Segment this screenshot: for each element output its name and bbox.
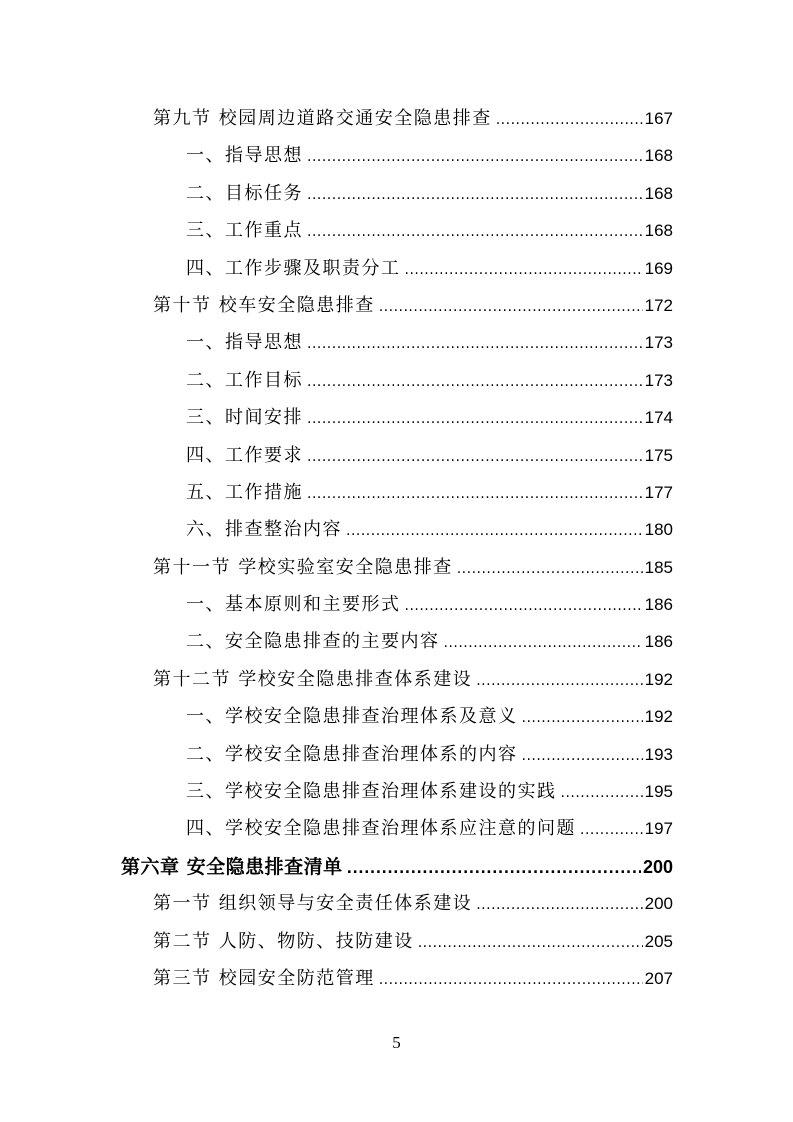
toc-entry-chapter[interactable]	[121, 848, 673, 885]
toc-entry-title: 第十节 校车安全隐患排查	[153, 294, 375, 316]
toc-entry-page: 177	[644, 482, 673, 502]
toc-entry-title: 第十二节 学校安全隐患排查体系建设	[153, 668, 473, 690]
toc-entry-page: 173	[644, 370, 673, 390]
toc-entry[interactable]	[186, 362, 673, 399]
toc-entry-title: 第九节 校园周边道路交通安全隐患排查	[153, 108, 492, 129]
toc-entry-page: 192	[644, 707, 673, 727]
toc-entry-title: 二、学校安全隐患排查治理体系的内容	[186, 743, 518, 765]
toc-entry-title: 六、排查整治内容	[186, 519, 342, 541]
toc-entry-page: 207	[644, 968, 673, 988]
toc-entry-page: 197	[644, 819, 673, 839]
toc-entry-page: 195	[644, 782, 673, 802]
toc-entry[interactable]	[186, 623, 673, 660]
toc-entry-page: 169	[644, 258, 673, 278]
toc-entry-title: 一、学校安全隐患排查治理体系及意义	[186, 706, 518, 728]
toc-leader-dots	[418, 932, 643, 954]
toc-entry-title: 三、学校安全隐患排查治理体系建设的实践	[186, 781, 557, 803]
toc-leader-dots	[405, 259, 643, 281]
toc-entry-page: 180	[644, 520, 673, 540]
toc-entry[interactable]	[153, 923, 673, 960]
toc-leader-dots	[307, 333, 643, 355]
toc-entry[interactable]	[153, 100, 673, 137]
toc-entry-page: 168	[644, 183, 673, 203]
toc-entry-page: 200	[644, 894, 673, 914]
toc-entry-title: 一、基本原则和主要形式	[186, 594, 401, 616]
toc-entry-page: 192	[644, 669, 673, 689]
toc-entry-page: 186	[644, 632, 673, 652]
toc-leader-dots	[496, 109, 643, 131]
toc-entry-title: 四、学校安全隐患排查治理体系应注意的问题	[186, 818, 576, 840]
toc-leader-dots	[405, 595, 643, 617]
toc-leader-dots	[476, 670, 642, 692]
toc-entry-title: 三、工作重点	[186, 220, 303, 242]
toc-entry[interactable]	[186, 250, 673, 287]
toc-entry-page: 186	[644, 595, 673, 615]
toc-leader-dots	[307, 446, 643, 468]
toc-entry[interactable]	[186, 324, 673, 361]
toc-entry-title: 二、目标任务	[186, 182, 303, 204]
toc-leader-dots	[346, 520, 643, 542]
toc-leader-dots	[307, 146, 643, 168]
toc-entry[interactable]	[186, 511, 673, 548]
toc-entry-title: 二、工作目标	[186, 369, 303, 391]
toc-entry-title: 第二节 人防、物防、技防建设	[153, 930, 414, 952]
toc-leader-dots	[580, 819, 643, 841]
toc-entry-page: 173	[644, 333, 673, 353]
toc-entry-title: 三、时间安排	[186, 407, 303, 429]
toc-entry[interactable]	[153, 885, 673, 922]
toc-leader-dots	[307, 408, 643, 430]
toc-leader-dots	[457, 558, 643, 580]
toc-entry-page: 193	[644, 744, 673, 764]
toc-entry[interactable]	[186, 773, 673, 810]
toc-leader-dots	[444, 632, 643, 654]
toc-leader-dots	[522, 745, 643, 767]
toc-entry-title: 一、指导思想	[186, 145, 303, 167]
toc-entry-page: 200	[642, 856, 673, 877]
toc-entry-page: 205	[644, 931, 673, 951]
toc-entry[interactable]	[186, 399, 673, 436]
toc-entry[interactable]	[186, 698, 673, 735]
toc-entry-title: 四、工作要求	[186, 444, 303, 466]
toc-leader-dots	[379, 969, 643, 991]
page-number: 5	[392, 1033, 401, 1052]
toc-entry-page: 172	[644, 295, 673, 315]
toc-leader-dots	[307, 184, 643, 206]
toc-entry-title: 二、安全隐患排查的主要内容	[186, 631, 440, 653]
toc-leader-dots	[379, 296, 643, 318]
toc-entry-title: 第六章 安全隐患排查清单	[121, 855, 343, 878]
toc-entry[interactable]	[186, 474, 673, 511]
toc-entry[interactable]	[186, 586, 673, 623]
toc-entry-page: 168	[644, 221, 673, 241]
toc-entry-page: 174	[644, 408, 673, 428]
toc-entry-page: 167	[644, 109, 673, 128]
toc-entry[interactable]	[186, 212, 673, 249]
toc-entry-title: 第三节 校园安全防范管理	[153, 967, 375, 989]
toc-leader-dots	[347, 858, 641, 880]
toc-entry[interactable]	[153, 661, 673, 698]
toc-entry-page: 185	[644, 557, 673, 577]
table-of-contents	[0, 100, 793, 997]
toc-entry-page: 168	[644, 146, 673, 166]
toc-entry-page: 175	[644, 445, 673, 465]
toc-leader-dots	[307, 221, 643, 243]
toc-entry[interactable]	[153, 960, 673, 997]
toc-entry[interactable]	[186, 736, 673, 773]
toc-leader-dots	[307, 483, 643, 505]
toc-leader-dots	[522, 707, 643, 729]
toc-entry-title: 一、指导思想	[186, 332, 303, 354]
toc-entry[interactable]	[153, 549, 673, 586]
toc-leader-dots	[476, 894, 642, 916]
toc-entry[interactable]	[153, 287, 673, 324]
toc-entry[interactable]	[186, 437, 673, 474]
toc-entry-title: 第一节 组织领导与安全责任体系建设	[153, 893, 473, 915]
toc-entry-title: 第十一节 学校实验室安全隐患排查	[153, 556, 453, 578]
toc-leader-dots	[561, 782, 643, 804]
toc-leader-dots	[307, 371, 643, 393]
toc-entry-title: 五、工作措施	[186, 481, 303, 503]
toc-entry[interactable]	[186, 175, 673, 212]
toc-entry-title: 四、工作步骤及职责分工	[186, 257, 401, 279]
toc-entry[interactable]	[186, 810, 673, 847]
toc-entry[interactable]	[186, 137, 673, 174]
